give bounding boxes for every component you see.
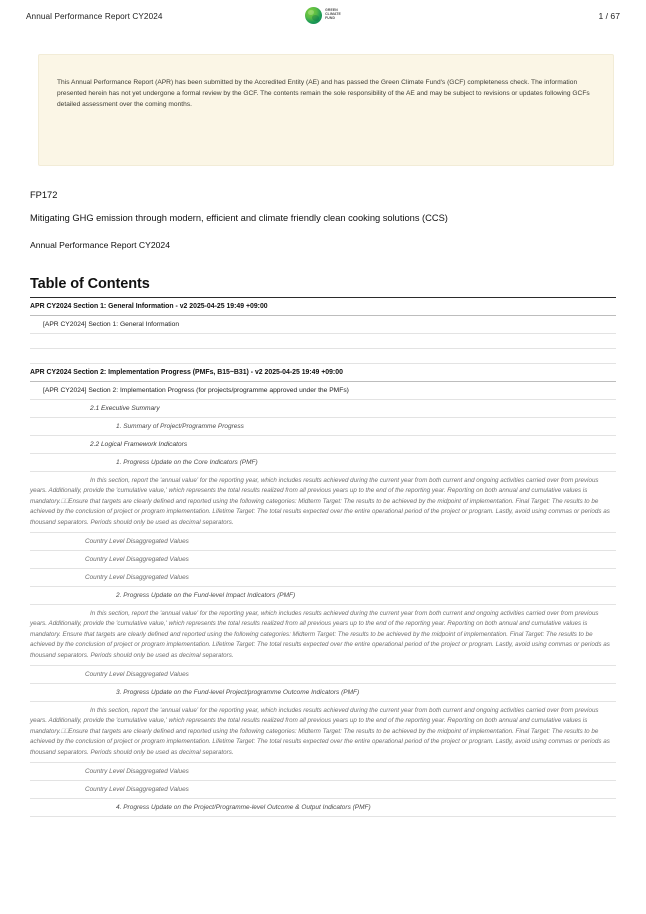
table-of-contents-rows <box>30 298 616 817</box>
toc-entry[interactable]: Country Level Disaggregated Values <box>30 666 616 684</box>
globe-icon <box>305 7 322 24</box>
gcf-logo-wordmark <box>325 9 341 21</box>
toc-entry[interactable]: Country Level Disaggregated Values <box>30 763 616 781</box>
toc-entry[interactable]: [APR CY2024] Section 2: Implementation Progress (for projects/programme approved under the PMFs) <box>30 382 616 400</box>
gcf-logo-line-2: CLIMATE <box>325 12 341 17</box>
disclaimer-notice-box <box>38 54 614 166</box>
toc-guidance-paragraph <box>30 605 616 666</box>
toc-section-header[interactable]: APR CY2024 Section 1: General Information - v2 2025-04-25 19:49 +09:00 <box>30 298 616 316</box>
toc-guidance-paragraph <box>30 472 616 533</box>
toc-spacer-row <box>30 334 616 349</box>
toc-section-header[interactable]: APR CY2024 Section 2: Implementation Progress (PMFs, B15~B31) - v2 2025-04-25 19:49 +09:00 <box>30 364 616 382</box>
table-of-contents-heading: Table of Contents <box>30 276 616 298</box>
toc-spacer-row <box>30 349 616 364</box>
toc-entry[interactable]: 4. Progress Update on the Project/Programme-level Outcome & Output Indicators (PMF) <box>30 799 616 817</box>
toc-entry[interactable]: 1. Progress Update on the Core Indicators (PMF) <box>30 454 616 472</box>
toc-entry[interactable]: Country Level Disaggregated Values <box>30 551 616 569</box>
toc-entry[interactable]: Country Level Disaggregated Values <box>30 533 616 551</box>
toc-entry[interactable]: 2. Progress Update on the Fund-level Impact Indicators (PMF) <box>30 587 616 605</box>
project-title: Mitigating GHG emission through modern, efficient and climate friendly clean cooking solutions (CCS) <box>30 213 448 223</box>
toc-entry[interactable]: 2.2 Logical Framework Indicators <box>30 436 616 454</box>
gcf-logo-line-1: GREEN <box>325 7 338 12</box>
toc-entry[interactable]: 2.1 Executive Summary <box>30 400 616 418</box>
project-code: FP172 <box>30 190 58 200</box>
toc-entry[interactable]: Country Level Disaggregated Values <box>30 569 616 587</box>
page-header <box>0 0 646 32</box>
page-number-indicator: 1 / 67 <box>598 11 620 21</box>
disclaimer-notice-text: This Annual Performance Report (APR) has been submitted by the Accredited Entity (AE) and has passed the Green Climate Fund's (GCF) completeness check. The information presented herein has not yet undergone a formal review by the GCF. The contents remain the sole responsibility of the AE and may be subject to revisions or updates following GCFs detailed assessment over the coming months. <box>57 79 590 108</box>
toc-guidance-paragraph-text: In this section, report the 'annual value' for the reporting year, which includes results achieved during the current year from both current and ongoing activities carried over from previous years. Additionally, provide the 'cumulative value,' which represents the total results realized from all previous years up to the end of the reporting year. Reporting on both annual and cumulative values is mandatory. Ensure that targets are clearly defined and reported using the following categories: Midterm Target: The results to be achieved by the midpoint of implementation. Final Target: The results to be achieved by the conclusion of project or program implementation. Lifetime Target: The total results expected over the entire operational period of the project or program. Lastly, avoid using commas or periods as thousand separators. Periods should only be used as decimal separators. <box>30 610 610 659</box>
toc-entry[interactable]: 3. Progress Update on the Fund-level Project/programme Outcome Indicators (PMF) <box>30 684 616 702</box>
document-header-title: Annual Performance Report CY2024 <box>26 11 163 21</box>
toc-guidance-paragraph-text: In this section, report the 'annual value' for the reporting year, which includes results achieved during the current year from both current and ongoing activities carried over from previous years. Additionally, provide the 'cumulative value,' which represents the total results realized from all previous years up to the end of the reporting year. Reporting on both annual and cumulative values is mandatory.⎕⎕Ensure that targets are clearly defined and reported using the following categories: Midterm Target: The results to be achieved by the midpoint of implementation. Final Target: The results to be achieved by the conclusion of project or program implementation. Lifetime Target: The total results expected over the entire operational period of the project or program. Lastly, avoid using commas or periods as thousand separators. Periods should only be used as decimal separators. <box>30 707 610 756</box>
toc-guidance-paragraph <box>30 702 616 763</box>
toc-entry[interactable]: [APR CY2024] Section 1: General Information <box>30 316 616 334</box>
gcf-logo <box>291 4 355 26</box>
table-of-contents <box>30 276 616 817</box>
report-subtitle: Annual Performance Report CY2024 <box>30 240 170 250</box>
toc-guidance-paragraph-text: In this section, report the 'annual value' for the reporting year, which includes results achieved during the current year from both current and ongoing activities carried over from previous years. Additionally, provide the 'cumulative value,' which represents the total results realized from all previous years up to the end of the reporting year. Reporting on both annual and cumulative values is mandatory.⎕⎕Ensure that targets are clearly defined and reported using the following categories: Midterm Target: The results to be achieved by the midpoint of implementation. Final Target: The results to be achieved by the conclusion of project or program implementation. Lifetime Target: The total results expected over the entire operational period of the project or program. Lastly, avoid using commas or periods as thousand separators. Periods should only be used as decimal separators. <box>30 477 610 526</box>
toc-entry[interactable]: 1. Summary of Project/Programme Progress <box>30 418 616 436</box>
toc-entry[interactable]: Country Level Disaggregated Values <box>30 781 616 799</box>
report-title-block <box>30 190 646 250</box>
gcf-logo-line-3: FUND <box>325 16 336 21</box>
